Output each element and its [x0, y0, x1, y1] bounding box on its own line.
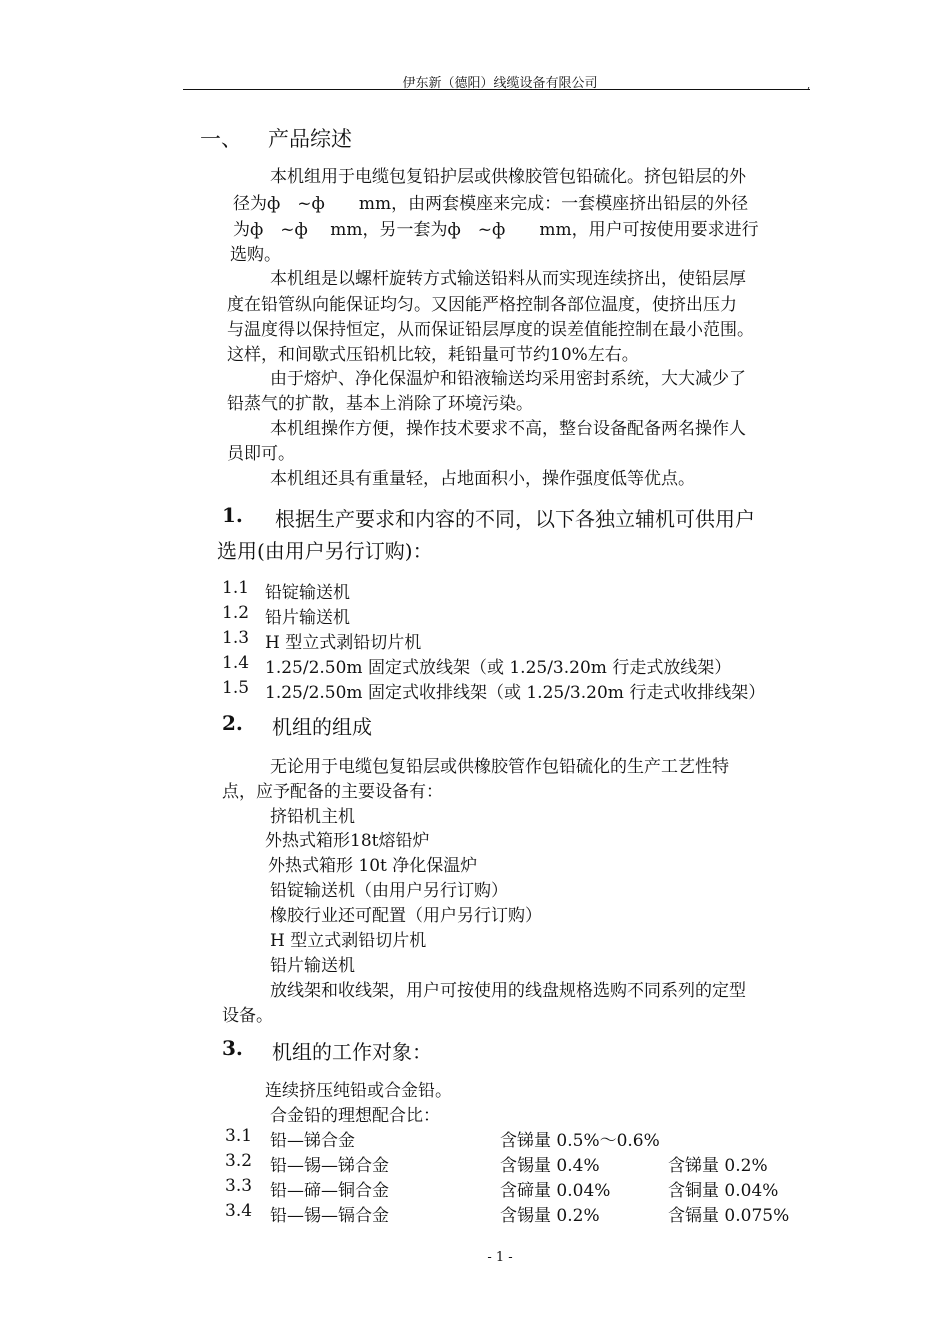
equipment-item: 外热式箱形18t熔铅炉	[265, 831, 430, 851]
list-item: 铅片输送机	[265, 608, 350, 628]
alloy-content: 含锑量 0.5%～0.6%	[500, 1131, 660, 1151]
equipment-item: 橡胶行业还可配置（用户另行订购）	[270, 906, 542, 926]
alloy-content: 含锑量 0.2%	[668, 1156, 768, 1176]
list-item: 1.25/2.50m 固定式放线架（或 1.25/3.20m 行走式放线架）	[265, 658, 732, 678]
alloy-content: 含铜量 0.04%	[668, 1181, 779, 1201]
paragraph-line: 点，应予配备的主要设备有：	[222, 782, 443, 802]
list-item-number: 1.2	[222, 603, 250, 623]
list-item: H 型立式剥铅切片机	[265, 633, 422, 653]
section-title: 产品综述	[268, 127, 352, 151]
paragraph-line: 连续挤压纯铅或合金铅。	[265, 1081, 452, 1101]
page-number: - 1 -	[487, 1250, 513, 1265]
list-item-number: 1.5	[222, 678, 250, 698]
heading-text: 机组的工作对象：	[272, 1040, 432, 1064]
section-number: 一、	[200, 127, 242, 151]
header-mark: ,	[807, 80, 811, 91]
alloy-number: 3.2	[225, 1151, 253, 1171]
paragraph-line: 放线架和收线架，用户可按使用的线盘规格选购不同系列的定型	[270, 981, 746, 1001]
paragraph-line: 无论用于电缆包复铅层或供橡胶管作包铅硫化的生产工艺性特	[270, 757, 729, 777]
alloy-name: 铅—锡—镉合金	[270, 1206, 389, 1226]
paragraph-line: 设备。	[222, 1006, 273, 1026]
list-item: 1.25/2.50m 固定式收排线架（或 1.25/3.20m 行走式收排线架）	[265, 683, 766, 703]
paragraph-line: 员即可。	[227, 444, 295, 464]
list-item-number: 1.3	[222, 628, 250, 648]
equipment-item: 外热式箱形 10t 净化保温炉	[268, 856, 478, 876]
paragraph-line: 本机组用于电缆包复铅护层或供橡胶管包铅硫化。挤包铅层的外	[270, 167, 746, 187]
paragraph-line: 度在铅管纵向能保证均匀。又因能严格控制各部位温度，使挤出压力	[227, 295, 737, 315]
alloy-content: 含碲量 0.04%	[500, 1181, 611, 1201]
paragraph-line: 合金铅的理想配合比：	[270, 1106, 440, 1126]
header-rule	[183, 89, 810, 90]
paragraph-line: 这样，和间歇式压铅机比较，耗铅量可节约10%左右。	[227, 345, 639, 365]
alloy-number: 3.4	[225, 1201, 253, 1221]
list-item-number: 1.1	[222, 578, 250, 598]
alloy-content: 含锡量 0.4%	[500, 1156, 600, 1176]
alloy-name: 铅—碲—铜合金	[270, 1181, 389, 1201]
heading-number: 1.	[222, 503, 243, 527]
paragraph-line: 本机组是以螺杆旋转方式输送铅料从而实现连续挤出，使铅层厚	[270, 269, 746, 289]
heading-text: 选用(由用户另行订购)：	[217, 539, 433, 563]
equipment-item: 铅锭输送机（由用户另行订购）	[270, 881, 508, 901]
paragraph-line: 与温度得以保持恒定，从而保证铅层厚度的误差值能控制在最小范围。	[227, 320, 754, 340]
heading-text: 根据生产要求和内容的不同，以下各独立辅机可供用户	[275, 507, 755, 531]
paragraph-line: 铅蒸气的扩散，基本上消除了环境污染。	[227, 394, 533, 414]
list-item-number: 1.4	[222, 653, 250, 673]
paragraph-line: 径为ф ~ф mm，由两套模座来完成：一套模座挤出铅层的外径	[233, 194, 749, 214]
alloy-name: 铅—锡—锑合金	[270, 1156, 389, 1176]
alloy-name: 铅—锑合金	[270, 1131, 355, 1151]
paragraph-line: 由于熔炉、净化保温炉和铅液输送均采用密封系统，大大减少了	[270, 369, 746, 389]
alloy-content: 含镉量 0.075%	[668, 1206, 790, 1226]
alloy-number: 3.1	[225, 1126, 253, 1146]
heading-number: 2.	[222, 711, 243, 735]
equipment-item: 挤铅机主机	[270, 807, 355, 827]
heading-number: 3.	[222, 1036, 243, 1060]
alloy-content: 含锡量 0.2%	[500, 1206, 600, 1226]
paragraph-line: 本机组操作方便，操作技术要求不高，整台设备配备两名操作人	[270, 419, 746, 439]
paragraph-line: 本机组还具有重量轻，占地面积小，操作强度低等优点。	[270, 469, 695, 489]
heading-text: 机组的组成	[272, 715, 372, 739]
page-header: 伊东新（德阳）线缆设备有限公司	[402, 76, 598, 91]
paragraph-line: 选购。	[230, 245, 281, 265]
equipment-item: H 型立式剥铅切片机	[270, 931, 427, 951]
paragraph-line: 为ф ~ф mm，另一套为ф ~ф mm，用户可按使用要求进行	[233, 220, 759, 240]
alloy-number: 3.3	[225, 1176, 253, 1196]
equipment-item: 铅片输送机	[270, 956, 355, 976]
list-item: 铅锭输送机	[265, 583, 350, 603]
